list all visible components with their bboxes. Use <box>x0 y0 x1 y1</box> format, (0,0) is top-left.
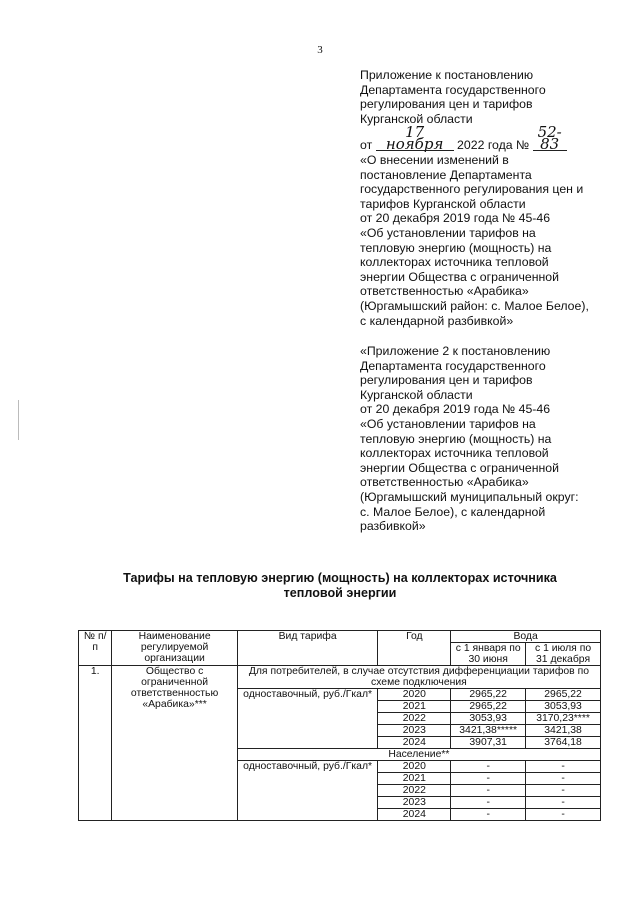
annex1-body-line: тепловую энергию (мощность) на <box>360 240 552 255</box>
annex-header <box>360 68 622 534</box>
annex1-body-line: тарифов Курганской области <box>360 196 526 211</box>
handwritten-number: 52-83 <box>533 126 567 151</box>
annex2-line: регулирования цен и тарифов <box>360 373 533 388</box>
group-label: Население** <box>237 749 600 761</box>
annex1-body-line: «О внесении изменений в <box>360 152 509 167</box>
year-cell: 2023 <box>378 797 451 809</box>
annex1-date-line <box>360 123 622 154</box>
year-cell: 2024 <box>378 737 451 749</box>
value-cell: - <box>451 761 526 773</box>
annex2-line: от 20 декабря 2019 года № 45-46 <box>360 402 551 417</box>
tariff-type: одноставочный, руб./Гкал* <box>237 761 378 821</box>
page-number: 3 <box>317 44 323 56</box>
header-num: № п/п <box>79 631 112 666</box>
header-period-jul: с 1 июля по 31 декабря <box>526 643 601 666</box>
scan-edge-mark <box>18 400 19 440</box>
value-cell: 2965,22 <box>451 689 526 701</box>
annex1-body-line: энергии Общества с ограниченной <box>360 269 560 284</box>
annex2-line: (Юргамышский муниципальный округ: <box>360 490 579 505</box>
year-cell: 2020 <box>378 761 451 773</box>
annex2-line: «Об установлении тарифов на <box>360 417 536 432</box>
row-number: 1. <box>79 666 112 821</box>
year-cell: 2021 <box>378 701 451 713</box>
annex1-line: Курганской области <box>360 111 473 126</box>
value-cell: - <box>526 761 601 773</box>
tariff-type: одноставочный, руб./Гкал* <box>237 689 378 749</box>
annex2-line: тепловую энергию (мощность) на <box>360 431 552 446</box>
handwritten-date: 17 ноября <box>376 126 454 151</box>
value-cell: 2965,22 <box>526 689 601 701</box>
annex2-line: «Приложение 2 к постановлению <box>360 344 551 359</box>
year-cell: 2023 <box>378 725 451 737</box>
header-water: Вода <box>451 631 601 643</box>
date-middle: 2022 года № <box>457 138 530 153</box>
value-cell: 3053,93 <box>451 713 526 725</box>
header-period-jan: с 1 января по 30 июня <box>451 643 526 666</box>
value-cell: 3421,38 <box>526 725 601 737</box>
header-type: Вид тарифа <box>237 631 378 666</box>
annex1-body-line: «Об установлении тарифов на <box>360 225 536 240</box>
value-cell: 2965,22 <box>451 701 526 713</box>
annex2-line: Департамента государственного <box>360 358 546 373</box>
year-cell: 2021 <box>378 773 451 785</box>
document-title <box>90 571 590 601</box>
annex1-body-line: ответственностью «Арабика» <box>360 284 529 299</box>
organization-name: Общество с ограниченной ответственностью «Арабика»*** <box>112 666 237 821</box>
tariff-table <box>78 630 601 821</box>
year-cell: 2020 <box>378 689 451 701</box>
value-cell: 3170,23**** <box>526 713 601 725</box>
annex1-body-line: государственного регулирования цен и <box>360 182 584 197</box>
value-cell: - <box>451 785 526 797</box>
year-cell: 2022 <box>378 713 451 725</box>
group-label: Для потребителей, в случае отсутствия дифференциации тарифов по схеме подключения <box>237 666 600 689</box>
value-cell: 3421,38***** <box>451 725 526 737</box>
annex2-line: коллекторах источника тепловой <box>360 446 549 461</box>
title-line: тепловой энергии <box>283 586 397 600</box>
annex2-line: разбивкой» <box>360 519 426 534</box>
date-prefix: от <box>360 138 373 153</box>
title-line: Тарифы на тепловую энергию (мощность) на коллекторах источника <box>123 571 557 585</box>
annex2-line: с. Малое Белое), с календарной <box>360 504 546 519</box>
value-cell: - <box>526 809 601 821</box>
annex2-line: ответственностью «Арабика» <box>360 475 529 490</box>
value-cell: - <box>451 809 526 821</box>
year-cell: 2024 <box>378 809 451 821</box>
annex1-body-line: (Юргамышский район: с. Малое Белое), <box>360 298 589 313</box>
annex2-line: энергии Общества с ограниченной <box>360 460 560 475</box>
annex1-body-line: с календарной разбивкой» <box>360 313 514 328</box>
annex1-body-line: постановление Департамента <box>360 167 532 182</box>
value-cell: 3764,18 <box>526 737 601 749</box>
annex1-line: Приложение к постановлению <box>360 68 534 82</box>
header-org: Наименование регулируемой организации <box>112 631 237 666</box>
table-row <box>79 666 601 689</box>
value-cell: 3907,31 <box>451 737 526 749</box>
header-year: Год <box>378 631 451 666</box>
value-cell: - <box>451 773 526 785</box>
annex1-body-line: от 20 декабря 2019 года № 45-46 <box>360 211 551 226</box>
value-cell: - <box>526 797 601 809</box>
value-cell: - <box>526 785 601 797</box>
annex2-line: Курганской области <box>360 387 473 402</box>
value-cell: - <box>526 773 601 785</box>
value-cell: 3053,93 <box>526 701 601 713</box>
table-header-row <box>79 631 601 643</box>
year-cell: 2022 <box>378 785 451 797</box>
annex1-line: Департамента государственного <box>360 82 546 97</box>
value-cell: - <box>451 797 526 809</box>
annex1-line: регулирования цен и тарифов <box>360 97 533 112</box>
annex1-body-line: коллекторах источника тепловой <box>360 255 549 270</box>
